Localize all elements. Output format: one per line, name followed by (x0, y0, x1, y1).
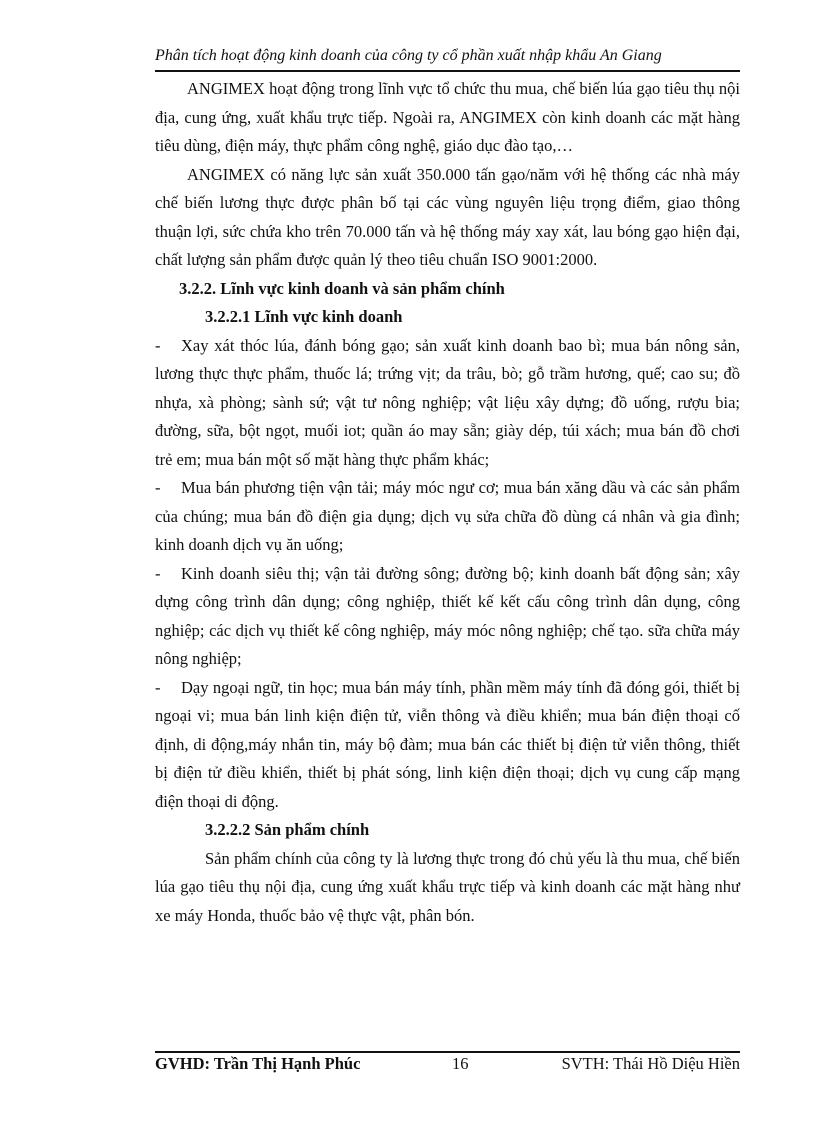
list-item (155, 474, 740, 560)
page-header-title: Phân tích hoạt động kinh doanh của công ty cổ phần xuất nhập khẩu An Giang (155, 47, 662, 64)
page-footer (155, 1054, 740, 1078)
footer-advisor: GVHD: Trần Thị Hạnh Phúc (155, 1054, 361, 1073)
list-item-text: Xay xát thóc lúa, đánh bóng gạo; sản xuất kinh doanh bao bì; mua bán nông sản, lương thực thực phẩm, thuốc lá; trứng vịt; da trâu, bò; gỗ trầm hương, quế; cao su; đồ nhựa, xà phòng; sành sứ; vật tư nông nghiệp; vật liệu xây dựng; đồ uống, rượu bia; đường, sữa, bột ngọt, muối iot; quần áo may sẵn; giày dép, túi xách; mua bán đồ chơi trẻ em; mua bán một số mặt hàng thực phẩm khác; (155, 335, 740, 469)
bullet-dash: - (155, 335, 161, 355)
list-item (155, 560, 740, 674)
bullet-dash: - (155, 478, 161, 497)
footer-divider (155, 1051, 740, 1053)
list-item-text: Kinh doanh siêu thị; vận tải đường sông; đường bộ; kinh doanh bất động sản; xây dựng công trình dân dụng; công nghiệp, thiết kế kết cấu công trình dân dụng, công nghiệp; các dịch vụ thiết kế công nghiệp, máy móc nông nghiệp; chế tạo. sữa chữa máy nông nghiệp; (155, 563, 740, 668)
intro-paragraph-1: ANGIMEX hoạt động trong lĩnh vực tổ chức thu mua, chế biến lúa gạo tiêu thụ nội địa, cung ứng, xuất khẩu trực tiếp. Ngoài ra, ANGIMEX còn kinh doanh các mặt hàng tiêu dùng, điện máy, thực phẩm công nghệ, giáo dục đào tạo,… (155, 79, 740, 155)
subsection-heading-products: 3.2.2.2 Sản phẩm chính (205, 820, 370, 839)
list-item-text: Mua bán phương tiện vận tải; máy móc ngư cơ; mua bán xăng dầu và các sản phẩm của chúng; mua bán đồ điện gia dụng; dịch vụ sửa chữa đồ dùng cá nhân và gia đình; kinh doanh dịch vụ ăn uống; (155, 478, 740, 554)
page-number: 16 (452, 1054, 469, 1073)
intro-paragraph-2: ANGIMEX có năng lực sản xuất 350.000 tấn gạo/năm với hệ thống các nhà máy chế biến lương thực được phân bố tại các vùng nguyên liệu trọng điểm, giao thông thuận lợi, sức chứa kho trên 70.000 tấn và hệ thống máy xay xát, lau bóng gạo hiện đại, chất lượng sản phẩm được quản lý theo tiêu chuẩn ISO 9001:2000. (155, 164, 740, 269)
footer-student: SVTH: Thái Hồ Diệu Hiền (561, 1054, 740, 1073)
page-body (155, 75, 740, 930)
list-item (155, 674, 740, 817)
section-heading: 3.2.2. Lĩnh vực kinh doanh và sản phẩm chính (179, 278, 505, 298)
products-paragraph: Sản phẩm chính của công ty là lương thực trong đó chủ yếu là thu mua, chế biến lúa gạo tiêu thụ nội địa, cung ứng xuất khẩu trực tiếp và kinh doanh các mặt hàng như xe máy Honda, thuốc bảo vệ thực vật, phân bón. (155, 848, 740, 925)
bullet-dash: - (155, 677, 161, 697)
list-item (155, 332, 740, 475)
bullet-dash: - (155, 563, 161, 583)
subsection-heading-business: 3.2.2.1 Lĩnh vực kinh doanh (205, 307, 403, 326)
list-item-text: Dạy ngoại ngữ, tin học; mua bán máy tính, phần mềm máy tính đã đóng gói, thiết bị ngoại vi; mua bán linh kiện điện tử, viễn thông và điều khiển; mua bán điện thoại cố định, di động,máy nhắn tin, máy bộ đàm; mua bán các thiết bị điện tử viễn thông, thiết bị điện tử điều khiển, thiết bị phát sóng, linh kiện điện thoại; dịch vụ cung cấp mạng điện thoại di động. (155, 677, 740, 811)
header-divider (155, 70, 740, 72)
